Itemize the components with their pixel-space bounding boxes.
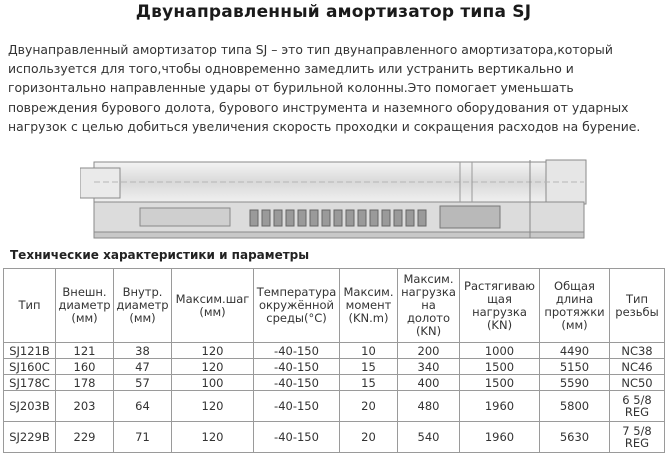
table-row [4,391,665,422]
cell: 1500 [460,375,540,391]
cell: 5800 [540,391,610,422]
cell: NC50 [610,375,665,391]
cell: 340 [398,359,460,375]
cell: 121 [56,343,114,359]
cell-type: SJ229B [4,422,56,453]
cell: 120 [172,359,254,375]
cell: 7 5/8 REG [610,422,665,453]
header-temperature: Температура окружённой среды(°C) [254,269,340,343]
cell: 120 [172,391,254,422]
cell-type: SJ178C [4,375,56,391]
description-paragraph: Двунаправленный амортизатор типа SJ – это тип двунаправленного амортизатора,который используется для того,чтобы одновременно замедлить или устранить вертикально и горизонтально направленные удары от бурильной колонны.Это помогает уменьшать повреждения бурового долота, бурового инструмента и наземного оборудования от ударных нагрузок с целью добиться увеличения скорость проходки и сокращения расходов на бурение. [8,42,641,134]
cell: 120 [172,343,254,359]
cell: 100 [172,375,254,391]
cell: -40-150 [254,359,340,375]
cell-type: SJ203B [4,391,56,422]
cell: 1960 [460,422,540,453]
cell: 480 [398,391,460,422]
shock-absorber-drawing [80,156,590,242]
cell: 38 [114,343,172,359]
header-outer-diameter: Внешн. диаметр (мм) [56,269,114,343]
cell: NC38 [610,343,665,359]
cell: 15 [340,375,398,391]
cell: 10 [340,343,398,359]
table-row [4,343,665,359]
cell: 400 [398,375,460,391]
cell: 229 [56,422,114,453]
header-max-bit-load: Максим. нагрузка на долото (KN) [398,269,460,343]
header-max-torque: Максим. момент (KN.m) [340,269,398,343]
header-type: Тип [4,269,56,343]
cell-type: SJ160C [4,359,56,375]
cell: 47 [114,359,172,375]
cell: 160 [56,359,114,375]
page-title: Двунаправленный амортизатор типа SJ [135,2,532,22]
cell: 64 [114,391,172,422]
cell: 203 [56,391,114,422]
table-row [4,359,665,375]
cell: 5590 [540,375,610,391]
cell: 15 [340,359,398,375]
cell: 71 [114,422,172,453]
cell: 1960 [460,391,540,422]
cell: 200 [398,343,460,359]
header-inner-diameter: Внутр. диаметр (мм) [114,269,172,343]
header-thread-type: Тип резьбы [610,269,665,343]
table-title: Технические характеристики и параметры [10,248,310,262]
cell: -40-150 [254,391,340,422]
cell: 1000 [460,343,540,359]
header-tensile-load: Растягиваю щая нагрузка (KN) [460,269,540,343]
cell: 178 [56,375,114,391]
cell: 5150 [540,359,610,375]
cell: 120 [172,422,254,453]
cell: 1500 [460,359,540,375]
cell: 20 [340,391,398,422]
header-total-length: Общая длина протяжки (мм) [540,269,610,343]
cell: 540 [398,422,460,453]
cell-type: SJ121B [4,343,56,359]
cell: 5630 [540,422,610,453]
cell: -40-150 [254,375,340,391]
cell: 57 [114,375,172,391]
cell: 4490 [540,343,610,359]
table-row [4,375,665,391]
cell: -40-150 [254,422,340,453]
table-row [4,422,665,453]
table-header-row [4,269,665,343]
cell: -40-150 [254,343,340,359]
header-max-stroke: Максим.шаг (мм) [172,269,254,343]
specs-table [3,268,665,453]
cell: 20 [340,422,398,453]
cell: 6 5/8 REG [610,391,665,422]
cell: NC46 [610,359,665,375]
